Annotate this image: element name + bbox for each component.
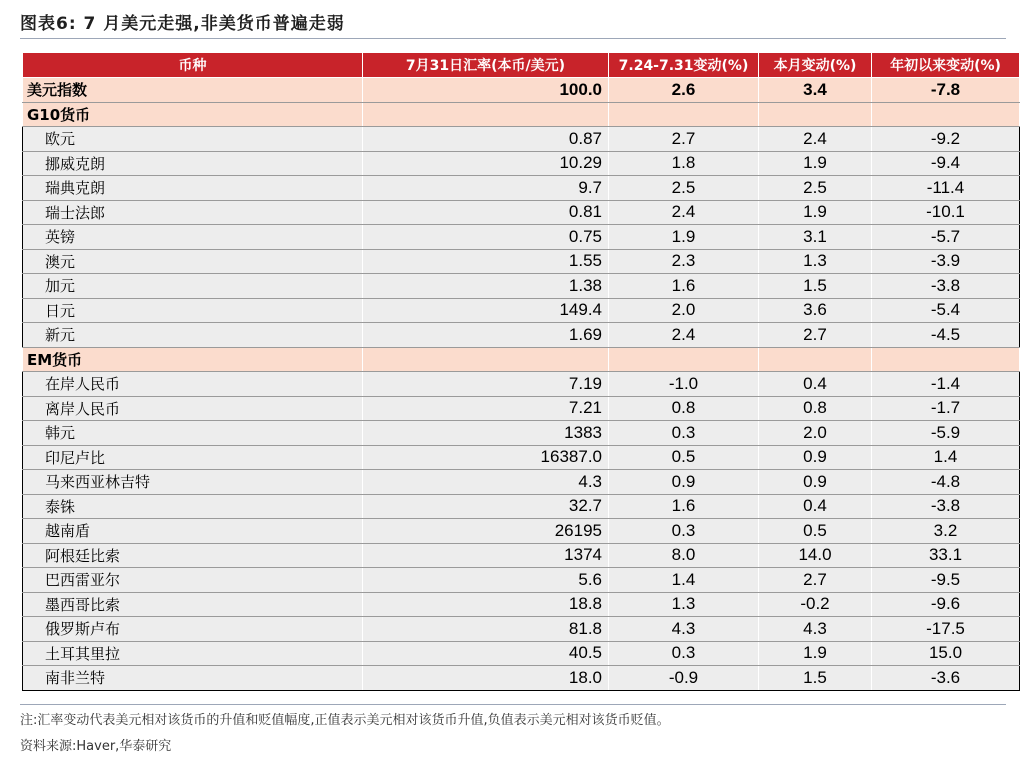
ytd-change-value: -3.6	[872, 666, 1020, 691]
rate-value: 100.0	[363, 78, 609, 103]
month-change-value: 4.3	[759, 617, 872, 642]
currency-name: 土耳其里拉	[23, 641, 363, 666]
table-row	[23, 445, 1020, 470]
week-change-value	[609, 102, 759, 127]
currency-name: 在岸人民币	[23, 372, 363, 397]
currency-name: 越南盾	[23, 519, 363, 544]
week-change-value: 2.0	[609, 298, 759, 323]
rate-value: 4.3	[363, 470, 609, 495]
table-row	[23, 372, 1020, 397]
week-change-value: 1.4	[609, 568, 759, 593]
currency-name: G10货币	[23, 102, 363, 127]
ytd-change-value: -9.5	[872, 568, 1020, 593]
table-row	[23, 274, 1020, 299]
table-row	[23, 151, 1020, 176]
table-header-row	[23, 53, 1020, 78]
rate-value: 1.55	[363, 249, 609, 274]
currency-name: 瑞典克朗	[23, 176, 363, 201]
ytd-change-value: 1.4	[872, 445, 1020, 470]
month-change-value: 2.0	[759, 421, 872, 446]
month-change-value: 2.5	[759, 176, 872, 201]
ytd-change-value: -3.9	[872, 249, 1020, 274]
ytd-change-value: -9.4	[872, 151, 1020, 176]
currency-name: 印尼卢比	[23, 445, 363, 470]
table-row	[23, 249, 1020, 274]
week-change-value: 2.4	[609, 200, 759, 225]
group-header-row	[23, 102, 1020, 127]
currency-name: 新元	[23, 323, 363, 348]
table-row	[23, 568, 1020, 593]
rate-value: 1.38	[363, 274, 609, 299]
week-change-value: 1.3	[609, 592, 759, 617]
rate-value	[363, 347, 609, 372]
month-change-value: 0.8	[759, 396, 872, 421]
table-row	[23, 225, 1020, 250]
month-change-value: 0.9	[759, 470, 872, 495]
currency-name: 墨西哥比索	[23, 592, 363, 617]
ytd-change-value: 3.2	[872, 519, 1020, 544]
ytd-change-value: 33.1	[872, 543, 1020, 568]
table-row	[23, 666, 1020, 691]
ytd-change-value: -5.7	[872, 225, 1020, 250]
table-row	[23, 617, 1020, 642]
currency-name: 瑞士法郎	[23, 200, 363, 225]
week-change-value: 0.9	[609, 470, 759, 495]
week-change-value: 1.8	[609, 151, 759, 176]
rate-value: 18.8	[363, 592, 609, 617]
week-change-value: 0.8	[609, 396, 759, 421]
table-row	[23, 176, 1020, 201]
month-change-value: 0.4	[759, 372, 872, 397]
month-change-value: 2.7	[759, 568, 872, 593]
rate-value	[363, 102, 609, 127]
month-change-value: 0.9	[759, 445, 872, 470]
table-row	[23, 494, 1020, 519]
ytd-change-value: -5.4	[872, 298, 1020, 323]
table-row	[23, 127, 1020, 152]
currency-name: 马来西亚林吉特	[23, 470, 363, 495]
group-header-row	[23, 347, 1020, 372]
column-header-currency: 币种	[23, 53, 363, 78]
month-change-value: 2.7	[759, 323, 872, 348]
ytd-change-value: -1.4	[872, 372, 1020, 397]
currency-name: 离岸人民币	[23, 396, 363, 421]
week-change-value: -0.9	[609, 666, 759, 691]
ytd-change-value: -7.8	[872, 78, 1020, 103]
currency-name: 欧元	[23, 127, 363, 152]
ytd-change-value: -17.5	[872, 617, 1020, 642]
month-change-value	[759, 347, 872, 372]
table-note: 注:汇率变动代表美元相对该货币的升值和贬值幅度,正值表示美元相对该货币升值,负值表示美元相对该货币贬值。	[20, 713, 670, 728]
ytd-change-value: -1.7	[872, 396, 1020, 421]
rate-value: 40.5	[363, 641, 609, 666]
table-row	[23, 78, 1020, 103]
table-row	[23, 543, 1020, 568]
ytd-change-value: -9.6	[872, 592, 1020, 617]
week-change-value: 0.3	[609, 421, 759, 446]
rate-value: 10.29	[363, 151, 609, 176]
week-change-value: 8.0	[609, 543, 759, 568]
week-change-value: 2.7	[609, 127, 759, 152]
footer-divider	[20, 704, 1006, 705]
month-change-value: 3.1	[759, 225, 872, 250]
month-change-value: -0.2	[759, 592, 872, 617]
currency-table	[22, 52, 1020, 691]
currency-name: 挪威克朗	[23, 151, 363, 176]
rate-value: 81.8	[363, 617, 609, 642]
title-divider	[20, 38, 1006, 39]
table-row	[23, 641, 1020, 666]
currency-name: 美元指数	[23, 78, 363, 103]
month-change-value: 2.4	[759, 127, 872, 152]
rate-value: 1374	[363, 543, 609, 568]
rate-value: 26195	[363, 519, 609, 544]
week-change-value: 2.6	[609, 78, 759, 103]
week-change-value: 0.3	[609, 519, 759, 544]
ytd-change-value: -9.2	[872, 127, 1020, 152]
table-row	[23, 519, 1020, 544]
month-change-value: 3.6	[759, 298, 872, 323]
figure-title: 图表6: 7 月美元走强,非美货币普遍走弱	[20, 14, 345, 34]
currency-name: 南非兰特	[23, 666, 363, 691]
currency-name: EM货币	[23, 347, 363, 372]
week-change-value: 1.6	[609, 494, 759, 519]
rate-value: 16387.0	[363, 445, 609, 470]
table-row	[23, 421, 1020, 446]
rate-value: 7.19	[363, 372, 609, 397]
week-change-value	[609, 347, 759, 372]
rate-value: 9.7	[363, 176, 609, 201]
ytd-change-value: -3.8	[872, 274, 1020, 299]
currency-name: 俄罗斯卢布	[23, 617, 363, 642]
rate-value: 7.21	[363, 396, 609, 421]
column-header-month-change: 本月变动(%)	[759, 53, 872, 78]
week-change-value: 0.3	[609, 641, 759, 666]
week-change-value: 2.3	[609, 249, 759, 274]
currency-name: 澳元	[23, 249, 363, 274]
month-change-value: 1.9	[759, 200, 872, 225]
column-header-ytd-change: 年初以来变动(%)	[872, 53, 1020, 78]
source-line: 资料来源:Haver,华泰研究	[20, 739, 172, 754]
currency-name: 巴西雷亚尔	[23, 568, 363, 593]
rate-value: 0.87	[363, 127, 609, 152]
ytd-change-value: -10.1	[872, 200, 1020, 225]
rate-value: 0.81	[363, 200, 609, 225]
month-change-value: 0.4	[759, 494, 872, 519]
month-change-value: 1.9	[759, 151, 872, 176]
week-change-value: 0.5	[609, 445, 759, 470]
month-change-value: 14.0	[759, 543, 872, 568]
currency-name: 日元	[23, 298, 363, 323]
rate-value: 1.69	[363, 323, 609, 348]
ytd-change-value: -4.5	[872, 323, 1020, 348]
rate-value: 0.75	[363, 225, 609, 250]
rate-value: 32.7	[363, 494, 609, 519]
currency-name: 阿根廷比索	[23, 543, 363, 568]
week-change-value: 4.3	[609, 617, 759, 642]
rate-value: 18.0	[363, 666, 609, 691]
ytd-change-value: 15.0	[872, 641, 1020, 666]
table-row	[23, 200, 1020, 225]
week-change-value: 2.5	[609, 176, 759, 201]
column-header-week-change: 7.24-7.31变动(%)	[609, 53, 759, 78]
table-row	[23, 592, 1020, 617]
week-change-value: 1.6	[609, 274, 759, 299]
ytd-change-value: -4.8	[872, 470, 1020, 495]
table-row	[23, 323, 1020, 348]
month-change-value: 1.3	[759, 249, 872, 274]
month-change-value	[759, 102, 872, 127]
ytd-change-value: -5.9	[872, 421, 1020, 446]
ytd-change-value: -3.8	[872, 494, 1020, 519]
rate-value: 1383	[363, 421, 609, 446]
currency-name: 加元	[23, 274, 363, 299]
table-row	[23, 396, 1020, 421]
week-change-value: 2.4	[609, 323, 759, 348]
rate-value: 149.4	[363, 298, 609, 323]
month-change-value: 1.9	[759, 641, 872, 666]
week-change-value: 1.9	[609, 225, 759, 250]
table-row	[23, 298, 1020, 323]
ytd-change-value	[872, 347, 1020, 372]
currency-name: 英镑	[23, 225, 363, 250]
currency-name: 泰铢	[23, 494, 363, 519]
month-change-value: 0.5	[759, 519, 872, 544]
rate-value: 5.6	[363, 568, 609, 593]
month-change-value: 3.4	[759, 78, 872, 103]
week-change-value: -1.0	[609, 372, 759, 397]
column-header-rate: 7月31日汇率(本币/美元)	[363, 53, 609, 78]
ytd-change-value	[872, 102, 1020, 127]
currency-name: 韩元	[23, 421, 363, 446]
month-change-value: 1.5	[759, 666, 872, 691]
table-row	[23, 470, 1020, 495]
month-change-value: 1.5	[759, 274, 872, 299]
ytd-change-value: -11.4	[872, 176, 1020, 201]
